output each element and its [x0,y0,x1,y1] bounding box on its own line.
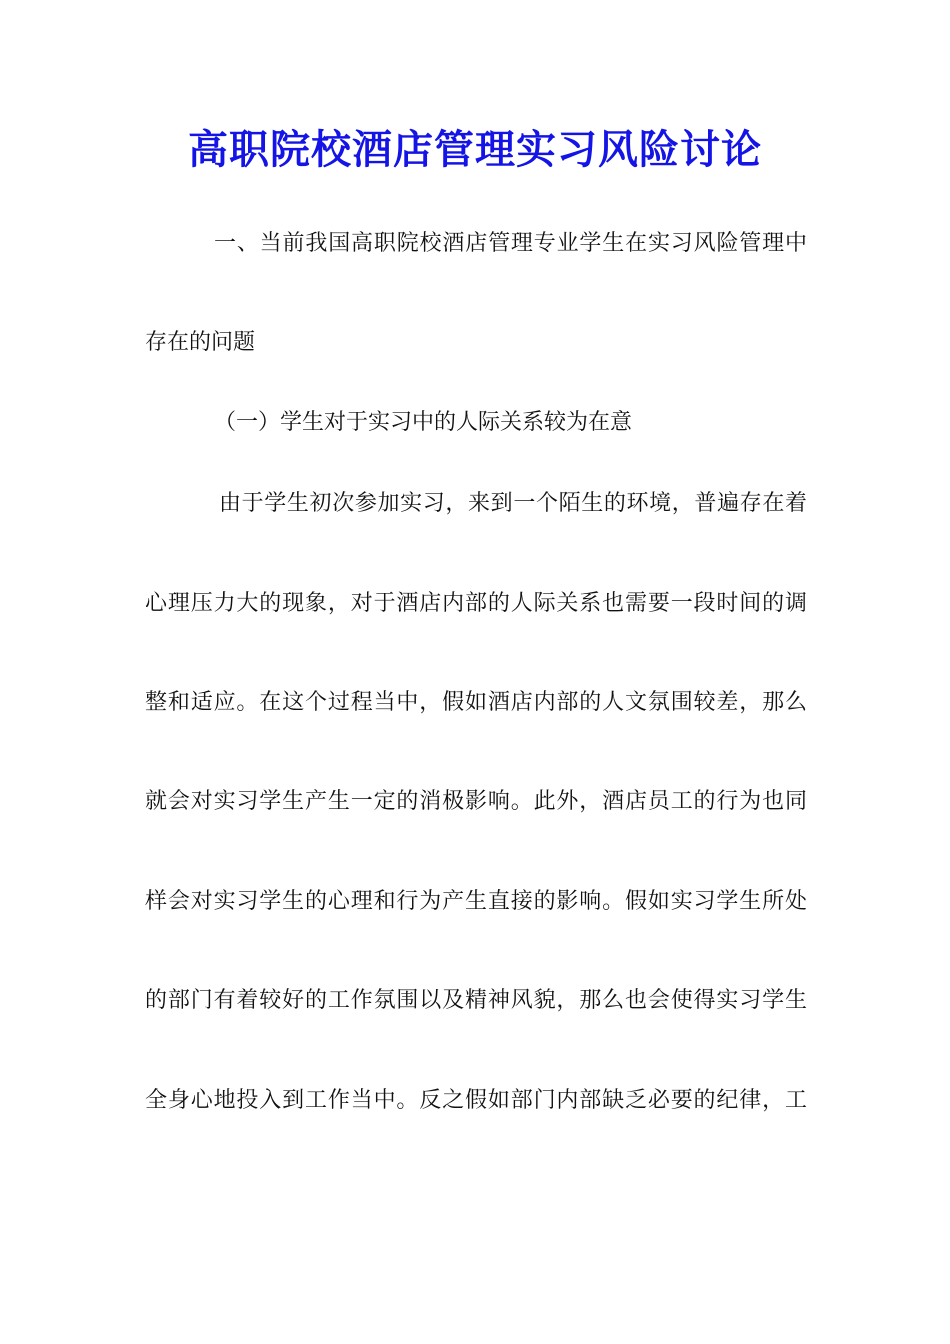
section-heading-line-2: 存在的问题 [145,330,256,355]
section-heading-line-1: 一、当前我国高职院校酒店管理专业学生在实习风险管理中 [214,231,807,256]
subsection-heading: （一）学生对于实习中的人际关系较为在意 [214,410,633,435]
paragraph-line: 心理压力大的现象，对于酒店内部的人际关系也需要一段时间的调 [145,591,807,616]
paragraph-line: 整和适应。在这个过程当中，假如酒店内部的人文氛围较差，那么 [145,690,807,715]
paragraph-line: 样会对实习学生的心理和行为产生直接的影响。假如实习学生所处 [145,889,807,914]
paragraph-line: 就会对实习学生产生一定的消极影响。此外，酒店员工的行为也同 [145,789,807,814]
paragraph-line: 的部门有着较好的工作氛围以及精神风貌，那么也会使得实习学生 [145,988,807,1013]
document-title: 高职院校酒店管理实习风险讨论 [188,126,762,173]
paragraph-line: 全身心地投入到工作当中。反之假如部门内部缺乏必要的纪律，工 [145,1088,807,1113]
paragraph-line: 由于学生初次参加实习，来到一个陌生的环境，普遍存在着 [219,491,807,516]
